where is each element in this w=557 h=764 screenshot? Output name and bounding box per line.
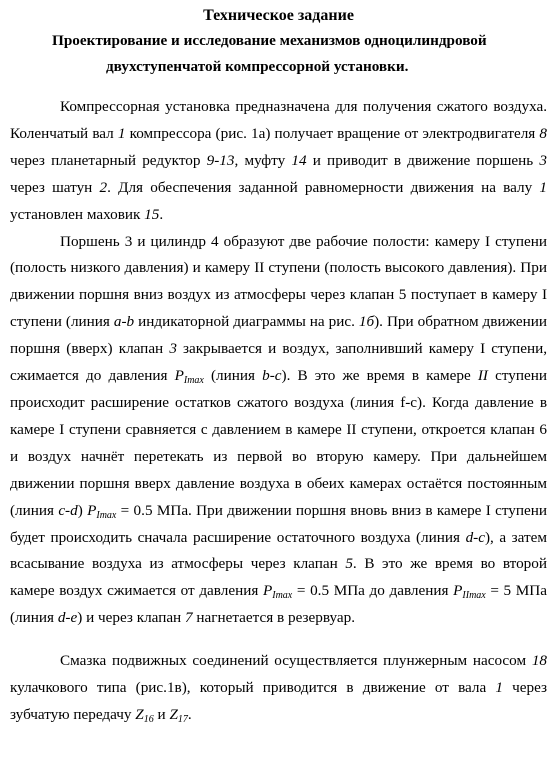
p1-ref: 1 <box>539 178 547 196</box>
p1-ref: 15 <box>144 205 160 223</box>
p2-text: ). В это же время в камере <box>281 367 478 385</box>
p1-text: установлен маховик <box>10 205 145 223</box>
gear-subscript: 17 <box>177 713 188 725</box>
p2-text: ), а затем всасывание воздуха из атмосферы через клапан <box>10 528 548 573</box>
paragraph-lubrication <box>10 648 547 729</box>
p1-ref: 1 <box>117 124 126 142</box>
pressure-symbol: P <box>174 367 184 385</box>
p3-text: Смазка подвижных соединений осуществляется плунжерным насосом <box>60 652 532 670</box>
p1-text: через шатун <box>10 178 100 196</box>
p2-ref: c-d <box>58 501 78 519</box>
document-title: Техническое задание <box>203 7 354 24</box>
subtitle-line-2: двухступенчатой компрессорной установки. <box>106 58 409 75</box>
p2-text: = 5 МПа (линия <box>10 582 547 627</box>
p3-ref: 18 <box>531 652 547 670</box>
p1-text: , муфту <box>234 151 292 169</box>
p3-text: и <box>153 705 170 723</box>
p1-ref: 8 <box>539 124 548 142</box>
p2-ref: 7 <box>185 609 193 627</box>
pressure-symbol: P <box>262 582 273 600</box>
p1-text: . <box>159 205 164 223</box>
document-subtitle <box>10 28 547 80</box>
p1-ref: 14 <box>291 151 307 169</box>
p2-text: ступени происходит расширение остатков сжатого воздуха (линия f-c). Когда давление в камере I ступени сравняется с давлением в камере II ступени, откроется клапан 6 и воздух начнёт перетекать из первой во вторую камеру. При дальнейшем движении поршня вверх давление воздуха в обеих камерах остаётся постоянным (линия <box>10 367 547 519</box>
p1-text: Компрессорная установка предназначена для получения сжатого воздуха. Коленчатый вал <box>10 98 547 142</box>
gear-symbol: Z <box>135 705 144 723</box>
p2-ref: a-b <box>113 313 135 331</box>
p2-text: ). При обратном движении поршня (вверх) клапан <box>10 313 548 358</box>
p2-ref: d-e <box>57 609 78 627</box>
p2-ref: 5 <box>345 555 353 573</box>
p1-text: и приводит в движение поршень <box>306 151 540 169</box>
p2-text: ) и через клапан <box>77 609 185 627</box>
p1-ref: 9-13 <box>206 151 235 169</box>
p2-text: (линия <box>203 367 263 385</box>
p2-ref: d-c <box>465 528 485 546</box>
p2-ref: 1б <box>358 313 375 331</box>
p1-text: компрессора (рис. 1а) получает вращение от электродвигателя <box>125 124 540 142</box>
p3-text: через зубчатую передачу <box>10 679 548 723</box>
p2-text: индикаторной диаграммы на рис. <box>134 313 359 331</box>
pressure-subscript: Imax <box>272 590 293 602</box>
p2-text: . В это же время во второй камере воздух сжимается от давления <box>10 555 547 600</box>
pressure-symbol: P <box>87 501 97 519</box>
p2-text: закрывается и воздух, заполнивший камеру I ступени, сжимается до давления <box>10 340 548 385</box>
p3-text: кулачкового типа (рис.1в), который приводится в движение от вала <box>10 679 496 697</box>
p2-ref: 3 <box>169 340 177 358</box>
subtitle-line-1: Проектирование и исследование механизмов одноцилиндровой <box>52 32 487 49</box>
p1-text: . Для обеспечения заданной равномерности движения на валу <box>107 178 540 196</box>
p2-ref: b-c <box>262 367 282 385</box>
p2-text: Поршень 3 и цилиндр 4 образуют две рабочие полости: камеру I ступени (полость низкого давления) и камеру II ступени (полость высокого давления). При движении поршня вниз воздух из атмосферы через клапан 5 поступает в камеру I ступени (линия <box>10 232 547 331</box>
p2-text: ) <box>77 501 88 519</box>
p2-ref: II <box>477 367 488 385</box>
p2-text: = 0.5 МПа. При движении поршня вновь вниз в камере I ступени будет происходить сначала расширение остаточного воздуха (линия <box>10 501 547 546</box>
p1-ref: 3 <box>539 151 547 169</box>
p1-text: через планетарный редуктор <box>10 151 207 169</box>
paragraph-operation <box>10 229 547 633</box>
pressure-subscript: Imax <box>183 375 204 387</box>
gear-symbol: Z <box>169 705 178 723</box>
pressure-symbol: P <box>453 582 463 600</box>
pressure-subscript: IImax <box>462 590 486 602</box>
p2-text: = 0.5 МПа до давления <box>292 582 454 600</box>
p2-text: нагнетается в резервуар. <box>192 609 356 627</box>
p1-ref: 2 <box>99 178 108 196</box>
paragraph-purpose <box>10 94 547 229</box>
p3-text: . <box>187 705 192 723</box>
p3-ref: 1 <box>495 679 503 697</box>
gear-subscript: 16 <box>143 713 154 725</box>
pressure-subscript: Imax <box>96 509 117 521</box>
